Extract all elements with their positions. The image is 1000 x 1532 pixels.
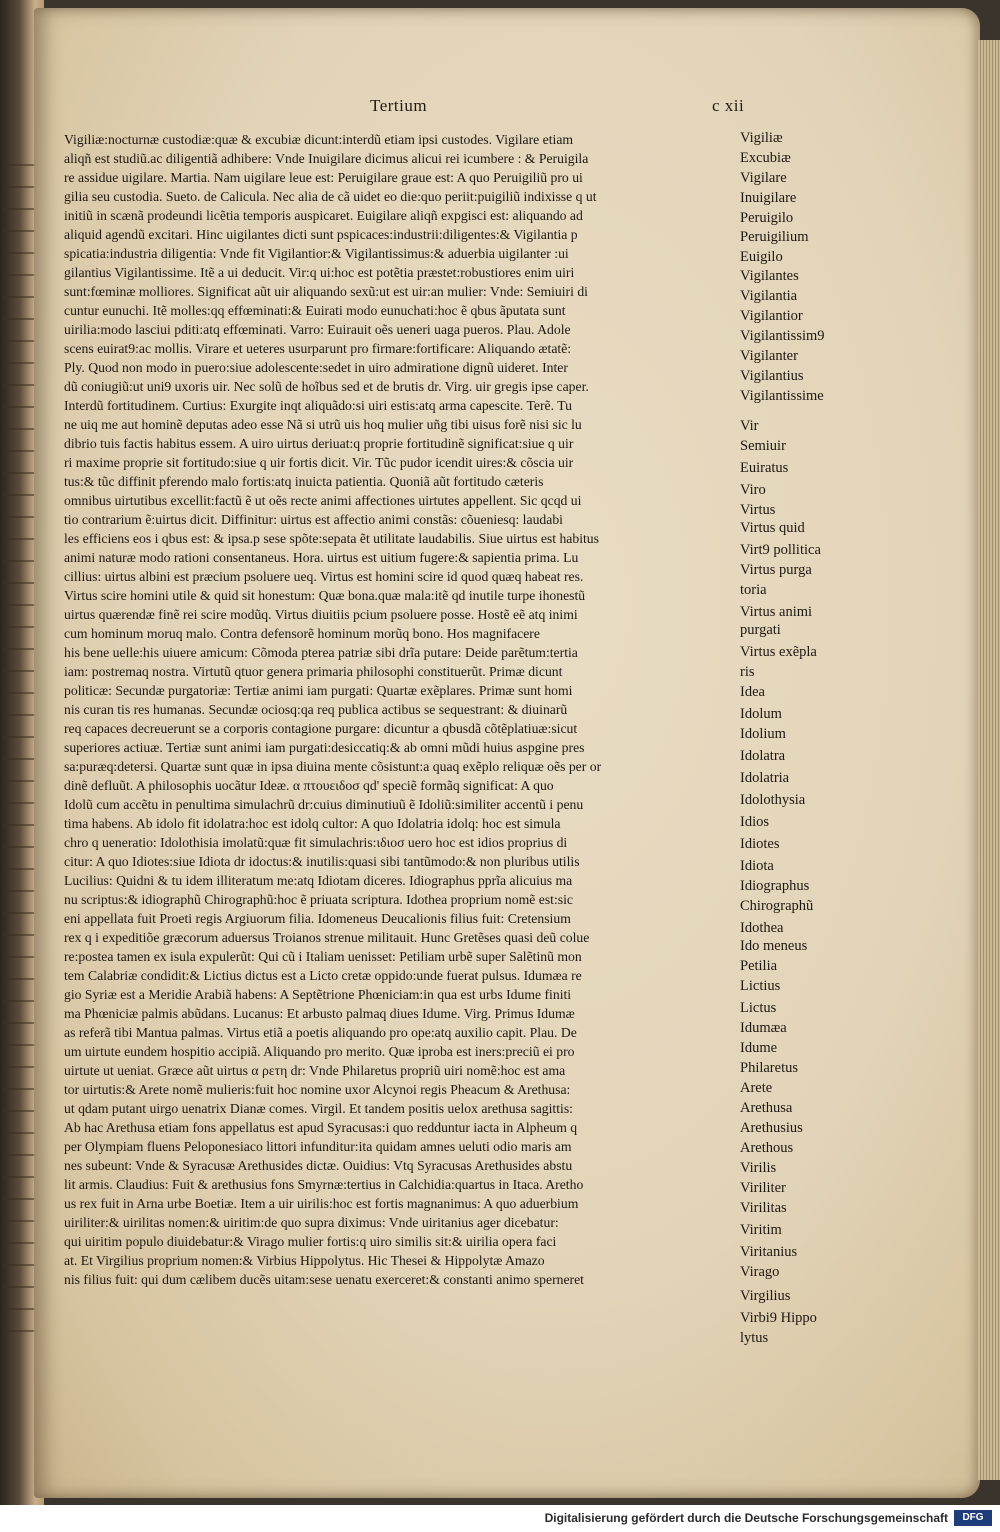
text-line: omnibus uirtutibus excellit:factũ ẽ ut oẽs recte animi affectiones uirtutes appellent. Sic qcqd ui	[64, 493, 582, 508]
marginal-note: Virtus quid	[740, 520, 805, 536]
text-line: cuntur eunuchi. Itẽ molles:qq effœminati:& Euirati modo eunuchati:hoc ẽ qbus ãputata sunt	[64, 303, 566, 318]
page-fore-edge	[978, 40, 1000, 1480]
marginal-note: Idothea	[740, 920, 784, 936]
text-line: dibrio tuis factis habitus essem. A uiro uirtus deriuat:q proprie fortitudinẽ significat:siue q uir	[64, 436, 574, 451]
marginal-note: Idolatria	[740, 770, 790, 786]
text-line: tem Calabriæ condidit:& Lictius dictus est a Licto cretæ oppido:unde fuerat pulsus. Idumæa re	[64, 968, 582, 983]
marginal-note: Vigilare	[740, 170, 787, 186]
marginal-note: Idiotes	[740, 836, 780, 852]
text-line: uiriliter:& uirilitas nomen:& uiritim:de quo supra diximus: Vnde uiritanius ager dicebatur:	[64, 1215, 559, 1230]
marginal-note: Arethous	[740, 1140, 794, 1156]
text-line: req capaces decreuerunt se a corporis contagione purgare: dicuntur a qbusdã cõtẽplatiuæ:sicut	[64, 721, 578, 736]
marginal-note: Vigilantius	[740, 368, 804, 384]
text-line: chro q ueneratio: Idolothisia imolatũ:quæ fit simulachris:ιδιοσ uero hoc est idios proprius di	[64, 835, 568, 850]
text-line: re:postea tamen ex isula expulerũt: Qui cũ i Italiam uenisset: Petiliam urbẽ super Salẽtinũ mon	[64, 949, 582, 964]
text-line: at. Et Virgilius proprium nomen:& Virbius Hippolytus. Hic Thesei & Hippolytæ Amazo	[64, 1253, 545, 1268]
text-line: politicæ: Secundæ purgatoriæ: Tertiæ animi iam purgati: Quartæ exẽplares. Primæ sunt homi	[64, 683, 573, 698]
text-line: gilantius Vigilantissime. Itẽ a ui deducit. Vir:q ui:hoc est potẽtia præstet:robustiores enim uiri	[64, 265, 575, 280]
text-line: us rex fuit in Arna urbe Boetiæ. Item a uir uirilis:hoc est fortis magnanimus: A quo aduerbium	[64, 1196, 579, 1211]
marginal-note: Idiota	[740, 858, 774, 874]
marginal-note: Viritanius	[740, 1244, 798, 1260]
text-line: sunt:fœminæ molliores. Significat aũt uir aliquando sexũ:ut est uir:an mulier: Vnde: Semiuiri di	[64, 284, 588, 299]
marginal-note: Vigilantes	[740, 268, 799, 284]
text-line: uirtus quærendæ finẽ rei scire modũq. Virtus diuitiis pcium psoluere posse. Hostẽ eẽ atq inimi	[64, 607, 578, 622]
marginal-note: Idumæa	[740, 1020, 787, 1036]
marginal-note: Idea	[740, 684, 765, 700]
marginal-note: Vigilantior	[740, 308, 803, 324]
running-head: Tertium	[370, 96, 428, 115]
text-line: spicatia:industria diligentia: Vnde fit Vigilantior:& Vigilantissimus:& aduerbia uigilanter :ui	[64, 246, 569, 261]
text-line: nis curan tis res humanas. Secundæ ociosq:qa req publica actibus se sequestrant: & diuinarũ	[64, 702, 568, 717]
marginal-note: Peruigilium	[740, 229, 809, 245]
marginal-note: Virbi9 Hippo	[740, 1310, 817, 1326]
text-line: gilia seu custodia. Sueto. de Calicula. Nec alia de cã uidet eo die:quo periit:puigiliũ indixisse q ut	[64, 189, 597, 204]
text-line: tima habens. Ab idolo fit idolatra:hoc est idolq cultor: A quo Idolatria idolq: hoc est simula	[64, 816, 561, 831]
text-line: per Olympiam fluens Peloponesiaco littori infunditur:ita quidam amnes ueluti odio maris am	[64, 1139, 572, 1154]
funding-credit: Digitalisierung gefördert durch die Deutsche Forschungsgemeinschaft	[544, 1511, 948, 1525]
marginal-note: Idiographus	[740, 878, 810, 894]
text-line: dinẽ defluũt. A philosophis uocãtur Ideæ. α πτουειδοσ qd' speciẽ formãq significat: A quo	[64, 778, 554, 793]
marginal-note: lytus	[740, 1330, 769, 1346]
text-line: aliquid agendũ excitari. Hinc uigilantes dicti sunt pspicaces:industrii:diligentes:& Vigilantia p	[64, 227, 578, 242]
marginal-note: Peruigilo	[740, 210, 794, 226]
marginal-note: Lictus	[740, 1000, 777, 1016]
text-line: rex q i expeditiõe græcorum aduersus Troianos strenue militauit. Hunc Gretẽses quasi deũ colue	[64, 930, 590, 945]
marginal-note: Virtus purga	[740, 562, 812, 578]
text-line: nes subeunt: Vnde & Syracusæ Arethusides dictæ. Ouidius: Vtq Syracusas Arethusides abstu	[64, 1158, 573, 1173]
marginal-note: Idolium	[740, 726, 786, 742]
text-line: ri maxime proprie sit fortitudo:siue q uir fortis dicit. Vir. Tũc pudor icendit uires:& cõscia uir	[64, 455, 574, 470]
text-line: uirilia:modo lasciui pditi:atq effœminati. Varro: Euirauit oẽs ueneri uaga pueros. Plau. Adole	[64, 322, 571, 337]
text-line: tor uirtutis:& Arete nomẽ mulieris:fuit hoc nomine uxor Alcynoi regis Pheacum & Arethusa:	[64, 1082, 571, 1097]
dfg-logo: DFG	[954, 1510, 992, 1526]
text-line: Ply. Quod non modo in puero:siue adolescente:sedet in uiro admiratione dignũ uideret. Inter	[64, 360, 568, 375]
text-line: ne uiq me aut hominẽ deputas adeo esse Nã si utrũ uis hoq mulier uñg tibi uisus forẽ nisi sic lu	[64, 417, 582, 432]
digitization-footer	[0, 1505, 1000, 1532]
marginal-note: Viritim	[740, 1222, 782, 1238]
text-line: superiores actiuæ. Tertiæ sunt animi iam purgati:desiccatiq:& ab omni mũdi huius aspgine pres	[64, 740, 585, 755]
text-line: qui uiritim populo diuidebatur:& Virago mulier fortis:q uiro similis sit:& uirilia opera faci	[64, 1234, 557, 1249]
marginal-note: Virtus	[740, 502, 776, 518]
text-line: aliqñ est studiũ.ac diligentiã adhibere: Vnde Inuigilare dicimus alicui rei icumbere : & Peruigila	[64, 151, 589, 166]
marginal-note: Euigilo	[740, 249, 783, 265]
text-line: his bene uelle:his uiuere amicum: Cõmoda pterea patriæ sibi drĩa putare: Deide parẽtum:tertia	[64, 645, 578, 660]
marginal-note: Arete	[740, 1080, 773, 1096]
marginal-note: Chirographũ	[740, 898, 814, 914]
marginal-note: Viro	[740, 482, 766, 498]
text-line: nu scriptus:& idiographũ Chirographũ:hoc ẽ priuata scriptura. Idothea proprium nomẽ est:sic	[64, 892, 573, 907]
text-line: tio contrarium ẽ:uirtus dicit. Diffinitur: uirtus est affectio animi constãs: cõueniesq: laudabi	[64, 512, 563, 527]
marginal-note: Idume	[740, 1040, 778, 1056]
text-line: Ab hac Arethusa etiam fons appellatus est apud Syracusas:i quo redduntur iacta in Alpheum q	[64, 1120, 578, 1135]
text-line: ma Phœniciæ palmis abũdans. Lucanus: Et arbusto palmaq diues Idume. Virg. Primus Idumæ	[64, 1006, 575, 1021]
text-line: eni appellata fuit Proeti regis Argiuorum filia. Idomeneus Deucalionis filius fuit: Cretensium	[64, 911, 571, 926]
text-line: Lucilius: Quidni & tu idem illiteratum me:atq Idiotam diceres. Idiographus pprĩa alicuius ma	[64, 873, 573, 888]
marginal-note: Virgilius	[740, 1288, 791, 1304]
text-line: animi naturæ modo rationi consentaneus. Hora. uirtus est uitium fugere:& sapientia prima. Lu	[64, 550, 579, 565]
text-line: tus:& tũc diffinit pferendo malo fortis:atq inuicta patientia. Quoniã aũt fortitudo cæteris	[64, 474, 544, 489]
folio-number: c xii	[712, 96, 745, 115]
text-line: Vigiliæ:nocturnæ custodiæ:quæ & excubiæ dicunt:interdũ etiam ipsi custodes. Vigilare etiam	[64, 132, 574, 147]
text-line: cillius: uirtus albini est præcium psoluere ueq. Virtus est homini scire id quod quæq habeat res.	[64, 569, 584, 584]
text-line: Idolũ cum accẽtu in penultima simulachrũ dr:cuius diminutiuũ ẽ Idoliũ:similiter accentũ i penu	[64, 797, 584, 812]
text-line: Virtus scire homini utile & quid sit honestum: Quæ bona.quæ mala:itẽ qd inutile turpe ihonestũ	[64, 588, 586, 603]
marginal-note: Excubiæ	[740, 150, 791, 166]
text-line: as referã tibi Mantua palmas. Virtus etiã a poetis aliquando pro ope:atq auxilio capit. Plau. De	[64, 1025, 577, 1040]
marginal-note: Virtus animi	[740, 604, 813, 620]
text-line: les efficiens eos i qbus est: & ipsa.p sese spõte:sepata ẽt utilitate laudabilis. Siue uirtus est habitus	[64, 531, 599, 546]
marginal-note: Vigilantissime	[740, 388, 824, 404]
marginal-note: Idolothysia	[740, 792, 806, 808]
marginal-note: Vigilanter	[740, 348, 798, 364]
main-text-block	[64, 130, 740, 1289]
marginal-note: toria	[740, 582, 767, 598]
text-line: nis filius fuit: qui dum cælibem ducẽs uitam:sese uenatu exerceret:& constanti animo sperneret	[64, 1272, 584, 1287]
marginal-note: Idolatra	[740, 748, 786, 764]
text-line: initiũ in scænã prodeundi licẽtia temporis auspicaret. Euigilare aliqñ expgisci est: aliquando ad	[64, 208, 583, 223]
text-line: citur: A quo Idiotes:siue Idiota dr idoctus:& inutilis:quasi sibi tantũmodo:& non pluribus utilis	[64, 854, 580, 869]
text-line: dũ coniugiũ:ut uni9 uxoris uir. Nec solũ de hoĩbus sed et de brutis dr. Virg. uir gregis ipse caper.	[64, 379, 589, 394]
text-line: ut qdam putant uirgo uenatrix Dianæ comes. Virgil. Et tandem positis uelox arethusa sagittis:	[64, 1101, 573, 1116]
text-line: lit armis. Claudius: Fuit & arethusius fons Smyrnæ:tertius in Calchidia:quartus in Itaca. Aretho	[64, 1177, 584, 1192]
marginal-note: Viriliter	[740, 1180, 786, 1196]
marginal-note: Idolum	[740, 706, 782, 722]
text-line: uirtute ut ueniat. Græce aũt uirtus α ρετη dr: Vnde Philaretus propriũ uiri nomẽ:hoc est ama	[64, 1063, 566, 1078]
text-line: sa:puræq:detersi. Quartæ sunt quæ in ipsa diuina mente cõsistunt:a quaq exẽplo reliquæ oẽs per or	[64, 759, 602, 774]
marginal-note: Inuigilare	[740, 190, 797, 206]
text-line: scens euirat9:ac mollis. Virare et ueteres usurparunt pro firmare:fortificare: Aliquando ætatẽ:	[64, 341, 572, 356]
marginal-note: Virtus exẽpla	[740, 644, 817, 660]
text-line: cum hominum moruq malo. Contra defensorẽ hominum morũq bono. Hos magnifacere	[64, 626, 540, 641]
marginal-note: Virt9 pollitica	[740, 542, 821, 558]
marginal-note: Virago	[740, 1264, 780, 1280]
marginal-note: Virilis	[740, 1160, 777, 1176]
text-line: re assidue uigilare. Martia. Nam uigilare leue est: Peruigilare graue est: A quo Peruigiliũ pro ui	[64, 170, 583, 185]
marginal-note: Vigilantia	[740, 288, 798, 304]
text-line: um uirtute eundem hospitio accipiã. Aliquando pro merito. Quæ iproba est iners:preciũ ei pro	[64, 1044, 575, 1059]
marginal-note: Semiuir	[740, 438, 786, 454]
marginal-note: Vir	[740, 418, 759, 434]
text-line: iam: postremaq nostra. Virtutũ qtuor genera primaria philosophi constituerũt. Primæ dicunt	[64, 664, 563, 679]
marginal-note: ris	[740, 664, 755, 680]
marginal-note: Vigiliæ	[740, 130, 783, 146]
marginal-note: Arethusius	[740, 1120, 803, 1136]
marginal-note: Euiratus	[740, 460, 789, 476]
marginal-note: Philaretus	[740, 1060, 798, 1076]
marginal-note: Virilitas	[740, 1200, 787, 1216]
marginal-note: Petilia	[740, 958, 778, 974]
marginal-note: purgati	[740, 622, 781, 638]
marginal-note: Lictius	[740, 978, 781, 994]
marginal-note: Vigilantissim9	[740, 328, 825, 344]
marginal-note: Arethusa	[740, 1100, 793, 1116]
marginal-note: Idios	[740, 814, 769, 830]
text-line: Interdũ fortitudinem. Curtius: Exurgite inqt aliquãdo:si uiri estis:atq arma capescite. Terẽ. Tu	[64, 398, 572, 413]
text-line: gio Syriæ est a Meridie Arabiã habens: A Septẽtrione Phœniciam:in qua est urbs Idume finiti	[64, 987, 572, 1002]
marginal-note: Ido meneus	[740, 938, 808, 954]
